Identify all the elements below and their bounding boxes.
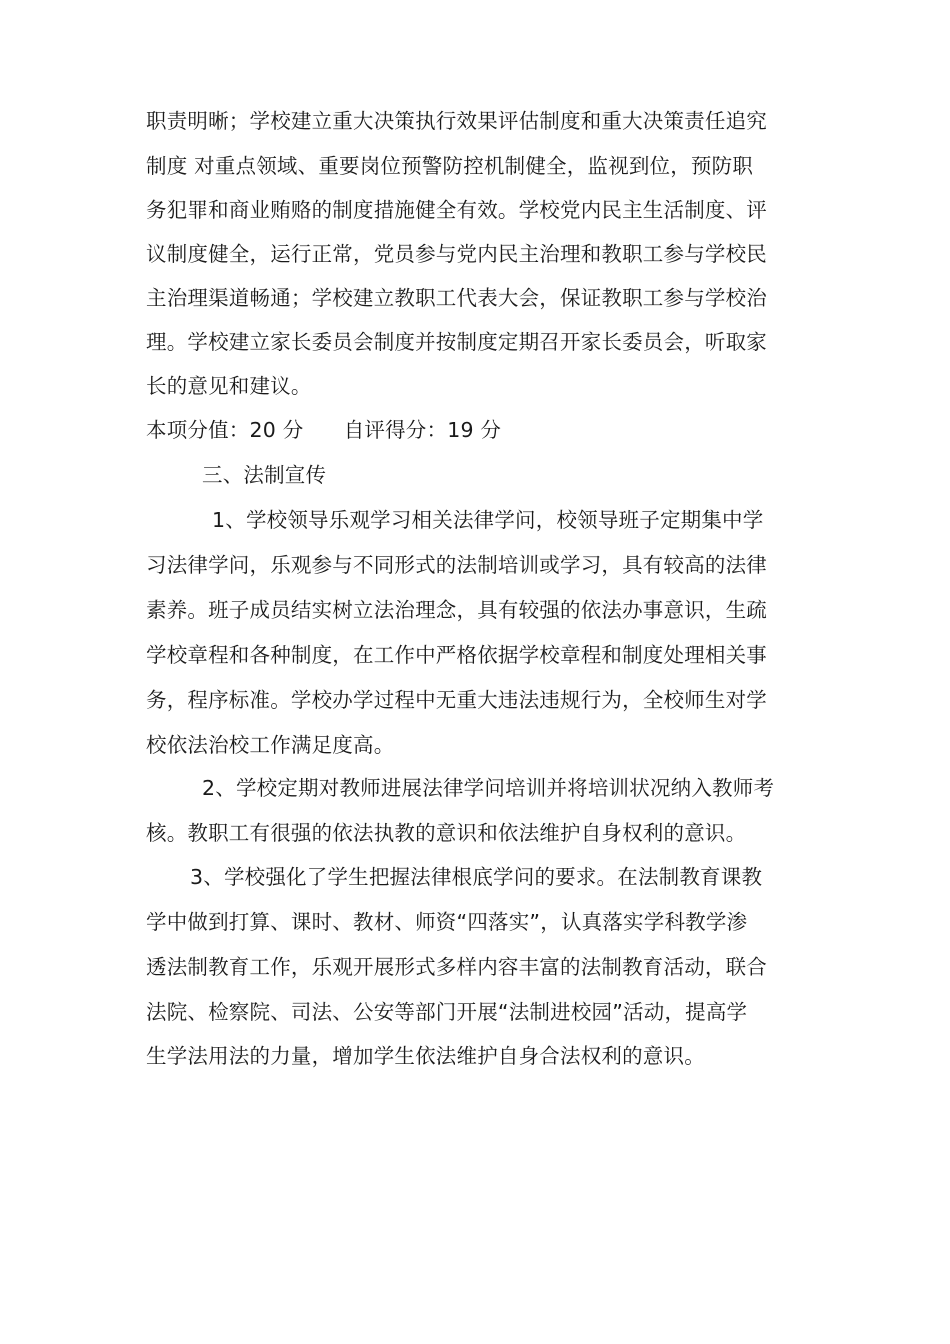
text-line: 素养。班子成员结实树立法治理念，具有较强的依法办事意识，生疏 [146,598,767,622]
text-line: 透法制教育工作，乐观开展形式多样内容丰富的法制教育活动，联合 [146,955,767,979]
text-line: 学中做到打算、课时、教材、师资“四落实”，认真落实学科教学渗 [146,910,748,934]
text-line: 学校章程和各种制度，在工作中严格依据学校章程和制度处理相关事 [146,643,767,667]
text-line: 务，程序标准。学校办学过程中无重大违法违规行为，全校师生对学 [146,688,767,712]
text-line: 法院、检察院、司法、公安等部门开展“法制进校园”活动，提高学 [146,1000,748,1024]
text-line: 习法律学问，乐观参与不同形式的法制培训或学习，具有较高的法律 [146,553,767,577]
text-line: 生学法用法的力量，增加学生依法维护自身合法权利的意识。 [146,1044,705,1068]
text-line: 理。学校建立家长委员会制度并按制度定期召开家长委员会，听取家 [146,330,767,354]
score-line: 本项分值：20 分 自评得分：19 分 [146,418,502,442]
text-line: 3、学校强化了学生把握法律根底学问的要求。在法制教育课教 [190,865,763,889]
text-line: 长的意见和建议。 [146,374,312,398]
text-line: 核。教职工有很强的依法执教的意识和依法维护自身权利的意识。 [146,821,747,845]
text-line: 务犯罪和商业贿赂的制度措施健全有效。学校党内民主生活制度、评 [146,198,767,222]
text-line: 校依法治校工作满足度高。 [146,733,395,757]
text-line: 主治理渠道畅通；学校建立教职工代表大会，保证教职工参与学校治 [146,286,767,310]
text-line: 职责明晰；学校建立重大决策执行效果评估制度和重大决策责任追究 [146,109,767,133]
text-line: 2、学校定期对教师进展法律学问培训并将培训状况纳入教师考 [202,776,775,800]
text-line: 制度 对重点领域、重要岗位预警防控机制健全，监视到位，预防职 [146,154,754,178]
text-line: 议制度健全，运行正常，党员参与党内民主治理和教职工参与学校民 [146,242,767,266]
section-heading: 三、法制宣传 [202,463,327,487]
text-line: 1、学校领导乐观学习相关法律学问，校领导班子定期集中学 [212,508,764,532]
